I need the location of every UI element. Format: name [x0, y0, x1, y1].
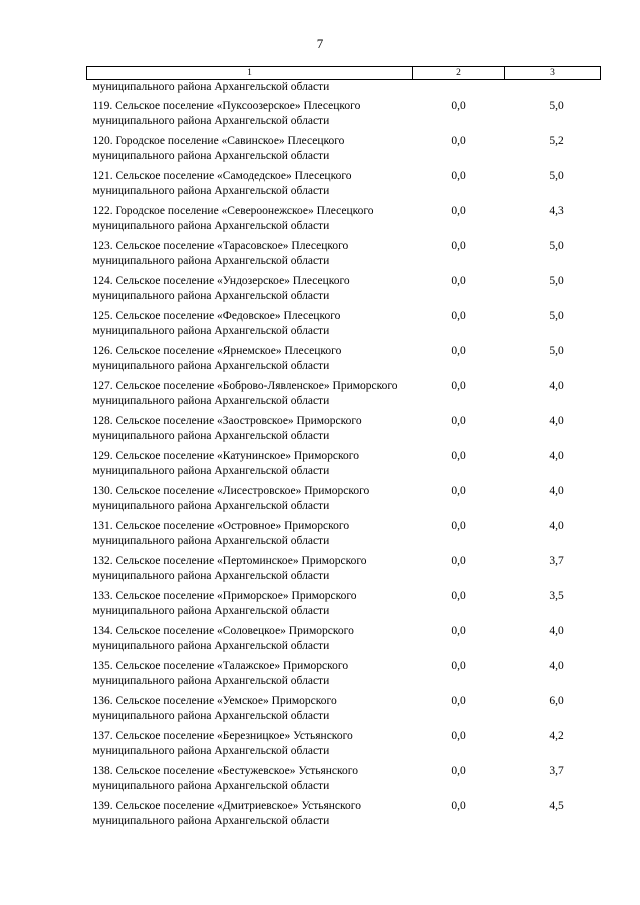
settlement-name: 134. Сельское поселение «Соловецкое» Приморского муниципального района Архангельской области: [92, 625, 354, 652]
value-col-3: 4,0: [549, 485, 564, 497]
table-row: [87, 202, 601, 237]
settlement-name: 131. Сельское поселение «Островное» Приморского муниципального района Архангельской области: [92, 520, 350, 547]
settlement-name: 132. Сельское поселение «Пертоминское» Приморского муниципального района Архангельской области: [92, 555, 367, 582]
table-row: [87, 657, 601, 692]
value-col-2: 0,0: [451, 450, 466, 462]
value-col-3: 4,0: [549, 415, 564, 427]
data-table: [86, 66, 601, 832]
value-col-3: 6,0: [549, 695, 564, 707]
value-col-2: 0,0: [451, 765, 466, 777]
table-row: [87, 692, 601, 727]
table-row: [87, 447, 601, 482]
header-col-1: 1: [87, 67, 413, 80]
value-col-2: 0,0: [451, 205, 466, 217]
value-col-3: 4,0: [549, 380, 564, 392]
value-col-3: 4,2: [549, 730, 564, 742]
value-col-2: 0,0: [451, 485, 466, 497]
value-col-3: 4,5: [549, 800, 564, 812]
value-col-3: 5,0: [549, 275, 564, 287]
settlement-name: 126. Сельское поселение «Ярнемское» Плесецкого муниципального района Архангельской области: [92, 345, 342, 372]
value-col-3: 3,7: [549, 555, 564, 567]
value-col-2: 0,0: [451, 590, 466, 602]
value-col-2: 0,0: [451, 275, 466, 287]
settlement-name: 122. Городское поселение «Североонежское» Плесецкого муниципального района Архангельской области: [92, 205, 374, 232]
table-row: [87, 727, 601, 762]
value-col-3: 4,0: [549, 520, 564, 532]
value-col-3: 4,0: [549, 625, 564, 637]
settlement-name: 125. Сельское поселение «Федовское» Плесецкого муниципального района Архангельской области: [92, 310, 341, 337]
value-col-2: 0,0: [451, 520, 466, 532]
settlement-name: 129. Сельское поселение «Катунинское» Приморского муниципального района Архангельской области: [92, 450, 359, 477]
table-row: [87, 482, 601, 517]
value-col-2: 0,0: [451, 695, 466, 707]
value-col-3: 5,0: [549, 170, 564, 182]
value-col-2: 0,0: [451, 310, 466, 322]
value-col-2: 0,0: [451, 660, 466, 672]
value-col-2: 0,0: [451, 625, 466, 637]
header-col-2: 2: [413, 67, 505, 80]
value-col-3: 5,0: [549, 240, 564, 252]
value-col-3: 3,5: [549, 590, 564, 602]
settlement-name: 127. Сельское поселение «Боброво-Лявленское» Приморского муниципального района Архангельской области: [92, 380, 398, 407]
settlement-name: 120. Городское поселение «Савинское» Плесецкого муниципального района Архангельской области: [92, 135, 345, 162]
table-row: [87, 552, 601, 587]
table-row: [87, 167, 601, 202]
page-number: 7: [316, 36, 324, 51]
table-row: [87, 762, 601, 797]
table-row: [87, 587, 601, 622]
value-col-2: 0,0: [451, 240, 466, 252]
value-col-2: 0,0: [451, 800, 466, 812]
header-col-3: 3: [505, 67, 601, 80]
settlement-name: 123. Сельское поселение «Тарасовское» Плесецкого муниципального района Архангельской области: [92, 240, 349, 267]
settlement-name: 124. Сельское поселение «Ундозерское» Плесецкого муниципального района Архангельской области: [92, 275, 350, 302]
value-col-3: 5,0: [549, 345, 564, 357]
table-row: [87, 622, 601, 657]
value-col-2: 0,0: [451, 555, 466, 567]
settlement-name: 121. Сельское поселение «Самодедское» Плесецкого муниципального района Архангельской области: [92, 170, 352, 197]
table-row: [87, 517, 601, 552]
value-col-2: 0,0: [451, 135, 466, 147]
settlement-name: 133. Сельское поселение «Приморское» Приморского муниципального района Архангельской области: [92, 590, 357, 617]
value-col-3: 4,0: [549, 450, 564, 462]
table-row: [87, 132, 601, 167]
value-col-2: 0,0: [451, 730, 466, 742]
table-row: [87, 272, 601, 307]
settlement-name: 136. Сельское поселение «Уемское» Приморского муниципального района Архангельской области: [92, 695, 337, 722]
settlement-name: 138. Сельское поселение «Бестужевское» Устьянского муниципального района Архангельской области: [92, 765, 358, 792]
table-header-row: [87, 67, 601, 80]
settlement-name: 119. Сельское поселение «Пуксоозерское» Плесецкого муниципального района Архангельской области: [92, 100, 361, 127]
value-col-2: 0,0: [451, 415, 466, 427]
settlement-name: 139. Сельское поселение «Дмитриевское» Устьянского муниципального района Архангельской области: [92, 800, 361, 827]
table-row: [87, 797, 601, 832]
value-col-2: 0,0: [451, 345, 466, 357]
settlement-name: 135. Сельское поселение «Талажское» Приморского муниципального района Архангельской области: [92, 660, 349, 687]
value-col-2: 0,0: [451, 170, 466, 182]
data-table-container: [86, 66, 600, 832]
continuation-row: [87, 80, 601, 98]
value-col-3: 3,7: [549, 765, 564, 777]
settlement-name: 128. Сельское поселение «Заостровское» Приморского муниципального района Архангельской области: [92, 415, 362, 442]
table-body: [87, 80, 601, 833]
table-row: [87, 377, 601, 412]
value-col-3: 4,3: [549, 205, 564, 217]
value-col-3: 4,0: [549, 660, 564, 672]
value-col-3: 5,2: [549, 135, 564, 147]
value-col-2: 0,0: [451, 380, 466, 392]
value-col-2: 0,0: [451, 100, 466, 112]
settlement-name: 137. Сельское поселение «Березницкое» Устьянского муниципального района Архангельской области: [92, 730, 353, 757]
value-col-3: 5,0: [549, 310, 564, 322]
table-row: [87, 412, 601, 447]
settlement-name: 130. Сельское поселение «Лисестровское» Приморского муниципального района Архангельской области: [92, 485, 370, 512]
table-row: [87, 307, 601, 342]
continuation-text: муниципального района Архангельской области: [92, 81, 330, 93]
value-col-3: 5,0: [549, 100, 564, 112]
table-row: [87, 97, 601, 132]
table-row: [87, 237, 601, 272]
table-row: [87, 342, 601, 377]
